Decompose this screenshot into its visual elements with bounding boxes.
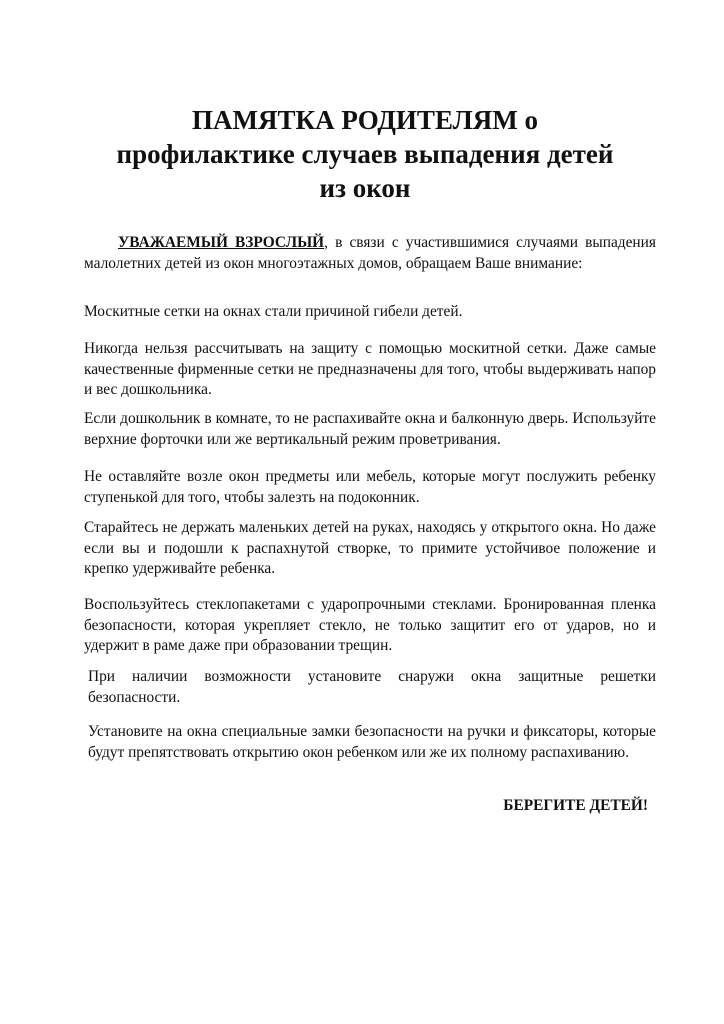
title-line: из окон — [319, 173, 411, 203]
intro-text: , в связи с участившимися случаями выпадения малолетних детей из окон многоэтажных домов, обращаем Ваше внимание: — [84, 234, 656, 272]
paragraph: Москитные сетки на окнах стали причиной гибели детей. — [84, 303, 463, 320]
paragraph: Не оставляйте возле окон предметы или мебель, которые могут послужить ребенку ступенькой для того, чтобы залезть на подоконник. — [84, 468, 656, 506]
title-line: профилактике случаев выпадения детей — [116, 139, 614, 169]
paragraph: При наличии возможности установите снаружи окна защитные решетки безопасности. — [88, 668, 656, 706]
paragraph: Старайтесь не держать маленьких детей на руках, находясь у открытого окна. Но даже если вы и подошли к распахнутой створке, то примите устойчивое положение и крепко удерживайте ребенка. — [84, 519, 656, 577]
paragraph: Если дошкольник в комнате, то не распахивайте окна и балконную дверь. Используйте верхние форточки или же вертикальный режим проветривания. — [84, 410, 656, 448]
document-title — [70, 103, 660, 205]
paragraph: Воспользуйтесь стеклопакетами с ударопрочными стеклами. Бронированная пленка безопасности, которая укрепляет стекло, не только защитит его от ударов, но и удержит в раме даже при образовании трещин. — [84, 596, 656, 654]
title-line: ПАМЯТКА РОДИТЕЛЯМ о — [192, 105, 538, 135]
paragraph: Установите на окна специальные замки безопасности на ручки и фиксаторы, которые будут препятствовать открытию окон ребенком или же их полному распахиванию. — [88, 723, 656, 761]
intro-lead: УВАЖАЕМЫЙ ВЗРОСЛЫЙ — [118, 234, 325, 251]
closing-line: БЕРЕГИТЕ ДЕТЕЙ! — [503, 797, 648, 814]
paragraph: Никогда нельзя рассчитывать на защиту с помощью москитной сетки. Даже самые качественные фирменные сетки не предназначены для того, чтобы выдерживать напор и вес дошкольника. — [84, 340, 656, 398]
intro-paragraph — [84, 233, 656, 274]
